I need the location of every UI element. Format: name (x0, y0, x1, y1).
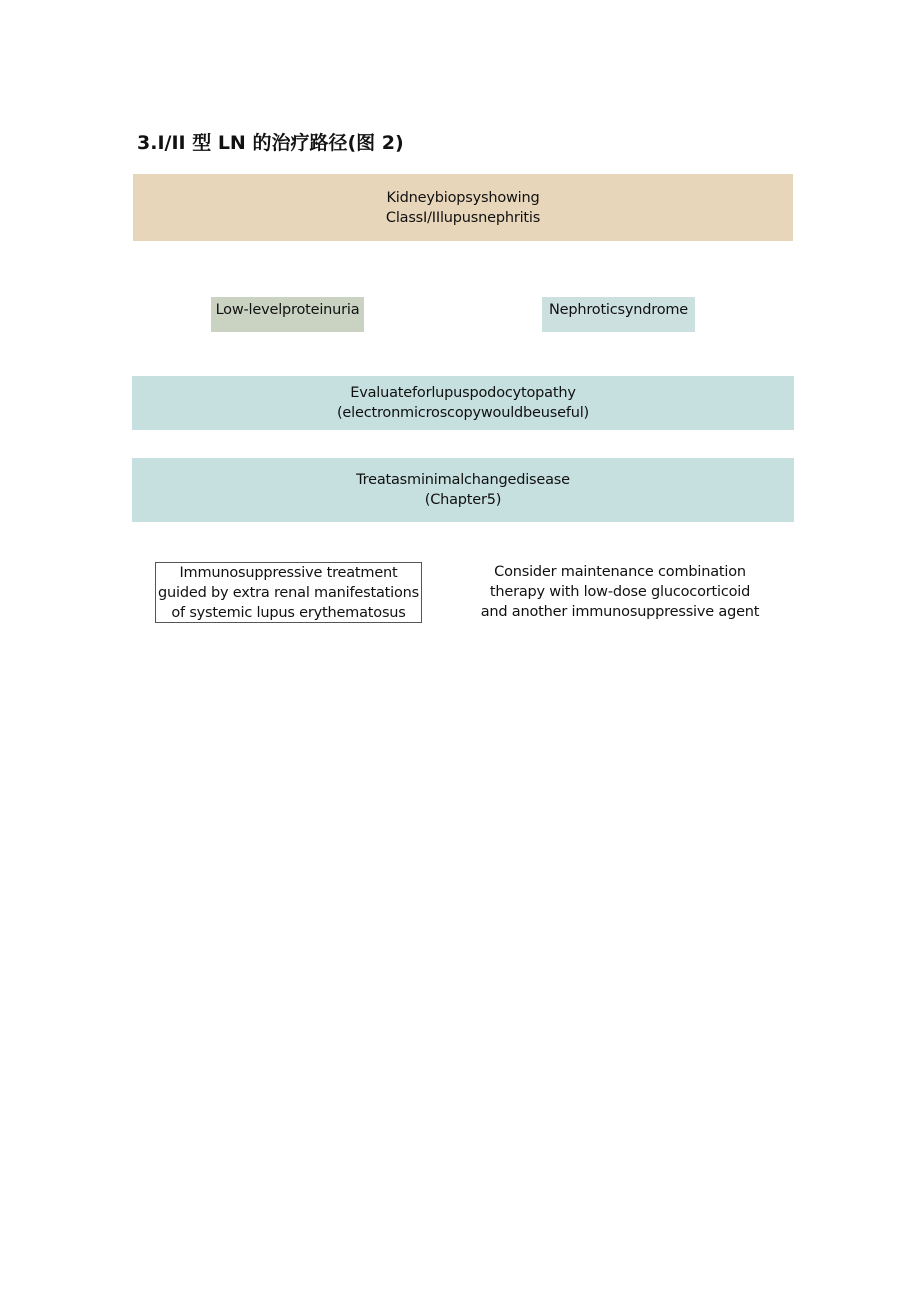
maintenance-line-2: therapy with low-dose glucocorticoid (489, 584, 751, 600)
low-level-proteinuria-label: Low-levelproteinuria (215, 302, 360, 318)
kidney-biopsy-box (133, 174, 793, 241)
low-level-proteinuria-box (211, 297, 364, 332)
nephrotic-syndrome-label: Nephroticsyndrome (548, 302, 689, 318)
treat-line-1: Treatasminimalchangedisease (356, 472, 570, 488)
kidney-biopsy-line-2: ClassI/IIlupusnephritis (385, 209, 541, 226)
evaluate-podocytopathy-box (132, 376, 794, 430)
treat-line-2: (Chapter5) (424, 492, 502, 508)
maintenance-line-1: Consider maintenance combination (494, 564, 746, 580)
immunosuppressive-line-3: of systemic lupus erythematosus (171, 604, 406, 621)
evaluate-line-2: (electronmicroscopywouldbeuseful) (336, 405, 590, 421)
maintenance-line-3: and another immunosuppressive agent (480, 604, 760, 620)
treat-minimal-change-box (132, 458, 794, 522)
immunosuppressive-treatment-box (155, 562, 422, 623)
evaluate-line-1: Evaluateforlupuspodocytopathy (350, 385, 576, 401)
maintenance-therapy-box (470, 561, 770, 623)
immunosuppressive-line-2: guided by extra renal manifestations (158, 584, 419, 601)
kidney-biopsy-line-1: Kidneybiopsyshowing (386, 189, 540, 206)
section-heading: 3.I/II 型 LN 的治疗路径(图 2) (137, 132, 404, 154)
immunosuppressive-line-1: Immunosuppressive treatment (179, 564, 398, 581)
nephrotic-syndrome-box (542, 297, 695, 332)
